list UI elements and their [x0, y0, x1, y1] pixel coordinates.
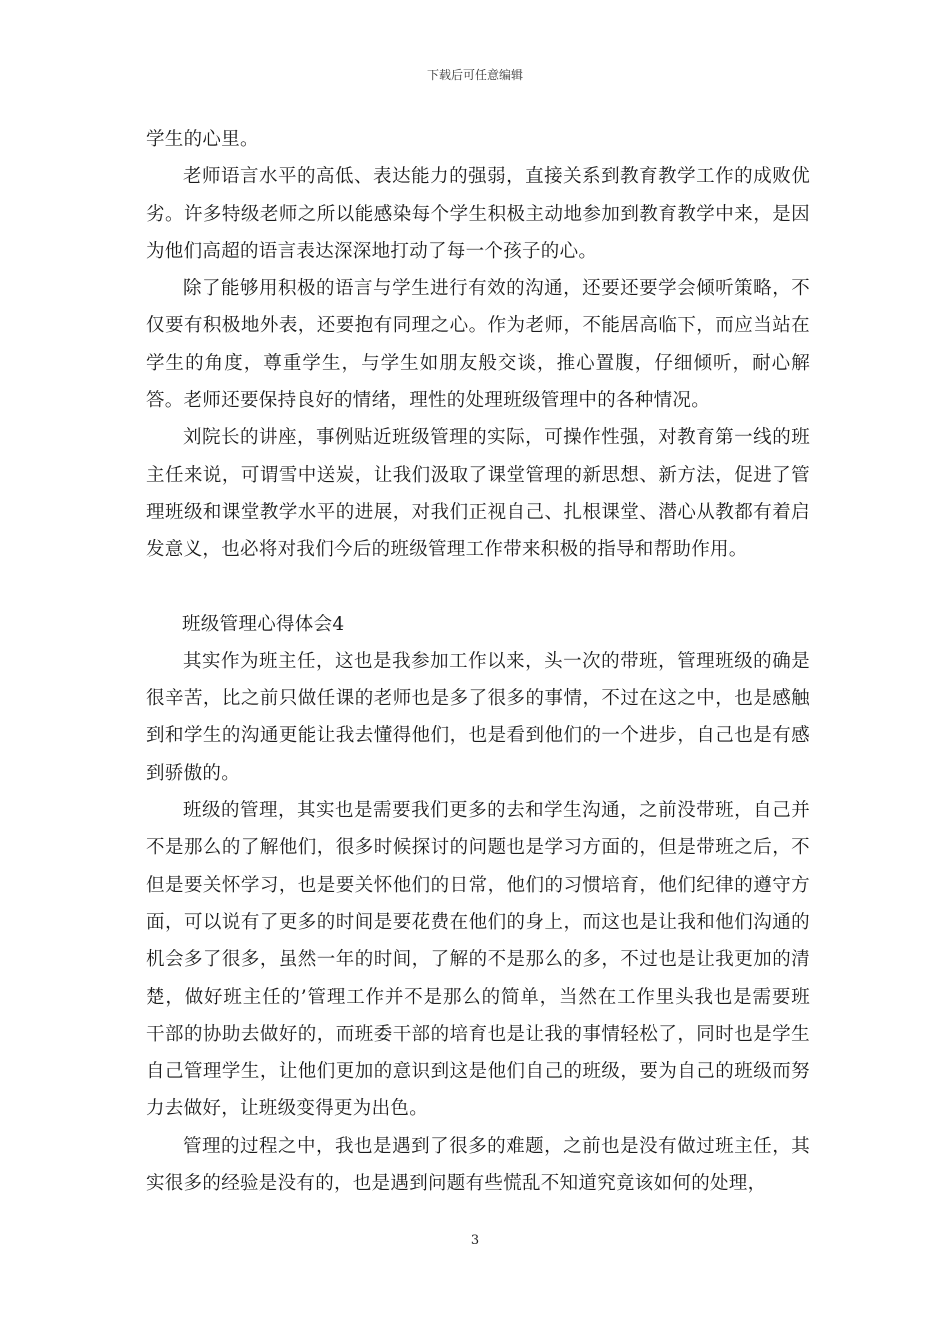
paragraph: 班级的管理，其实也是需要我们更多的去和学生沟通，之前没带班，自己并不是那么的了解他们，很多时候探讨的问题也是学习方面的，但是带班之后，不但是要关怀学习，也是要关怀他们的日常，他们的习惯培育，他们纪律的遵守方面，可以说有了更多的时间是要花费在他们的身上，而这也是让我和他们沟通的机会多了很多，虽然一年的时间，了解的不是那么的多，不过也是让我更加的清楚，做好班主任的’管理工作并不是那么的简单，当然在工作里头我也是需要班干部的协助去做好的，而班委干部的培育也是让我的事情轻松了，同时也是学生自己管理学生，让他们更加的意识到这是他们自己的班级，要为自己的班级而努力去做好，让班级变得更为出色。 — [146, 800, 810, 1120]
page-number: 3 — [470, 1233, 480, 1248]
document-body — [146, 121, 810, 1202]
paragraph: 除了能够用积极的语言与学生进行有效的沟通，还要还要学会倾听策略，不仅要有积极地外表，还要抱有同理之心。作为老师，不能居高临下，而应当站在学生的角度，尊重学生，与学生如朋友般交谈，推心置腹，仔细倾听，耐心解答。老师还要保持良好的情绪，理性的处理班级管理中的各种情况。 — [146, 278, 810, 412]
paragraph: 老师语言水平的高低、表达能力的强弱，直接关系到教育教学工作的成败优劣。许多特级老师之所以能感染每个学生积极主动地参加到教育教学中来，是因为他们高超的语言表达深深地打动了每一个孩子的心。 — [146, 166, 810, 262]
paragraph: 学生的心里。 — [146, 129, 259, 150]
section-heading: 班级管理心得体会4 — [182, 613, 345, 635]
paragraph: 管理的过程之中，我也是遇到了很多的难题，之前也是没有做过班主任，其实很多的经验是没有的，也是遇到问题有些慌乱不知道究竟该如何的处理， — [146, 1135, 810, 1195]
page-header: 下载后可任意编辑 — [426, 68, 523, 82]
paragraph: 刘院长的讲座，事例贴近班级管理的实际，可操作性强，对教育第一线的班主任来说，可谓雪中送炭，让我们汲取了课堂管理的新思想、新方法，促进了管理班级和课堂教学水平的进展，对我们正视自己、扎根课堂、潜心从教都有着启发意义，也必将对我们今后的班级管理工作带来积极的指导和帮助作用。 — [146, 427, 810, 561]
paragraph: 其实作为班主任，这也是我参加工作以来，头一次的带班，管理班级的确是很辛苦，比之前只做任课的老师也是多了很多的事情，不过在这之中，也是感触到和学生的沟通更能让我去懂得他们，也是看到他们的一个进步，自己也是有感到骄傲的。 — [146, 650, 810, 784]
